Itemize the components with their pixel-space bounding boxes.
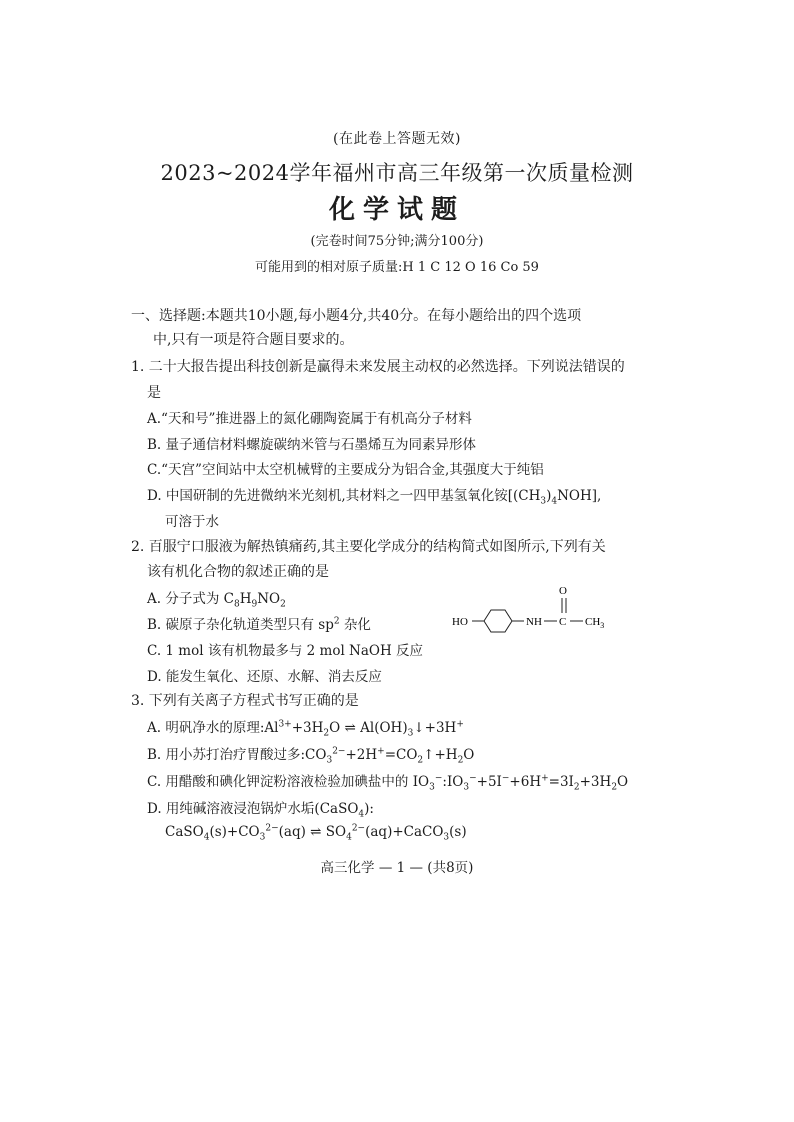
exam-title: 2023~2024学年福州市高三年级第一次质量检测 <box>160 161 634 185</box>
sub: 2 <box>323 728 330 739</box>
sub: 4 <box>203 832 210 843</box>
structure-nh: NH <box>526 616 542 628</box>
sub: 2 <box>280 599 286 610</box>
sup: 3+ <box>278 719 292 730</box>
atomic-masses: 可能用到的相对原子质量:H 1 C 12 O 16 Co 59 <box>255 260 539 275</box>
structure-o: O <box>559 585 567 597</box>
sub: 3 <box>407 728 414 739</box>
structure-ch3 <box>585 616 604 630</box>
q2-a-text: A. 分子式为 C <box>147 591 234 607</box>
t: B. 用小苏打治疗胃酸过多:CO <box>147 747 327 763</box>
benzene-ring <box>484 610 512 632</box>
section-instructions <box>131 304 581 352</box>
t: SO <box>325 824 347 840</box>
q2-a-text: NO <box>257 591 281 607</box>
sub: 2 <box>611 782 618 793</box>
t: (s)+CO <box>209 824 260 840</box>
sup: − <box>469 773 477 784</box>
q2-option-c: C. 1 mol 该有机物最多与 2 mol NaOH 反应 <box>147 643 424 659</box>
ch: CH <box>585 616 601 628</box>
q2-option-b <box>147 613 371 633</box>
t: (aq) <box>278 824 306 840</box>
sub: 3 <box>600 621 605 630</box>
t: O <box>463 747 475 763</box>
sup: + <box>377 746 385 757</box>
sub: 2 <box>417 755 424 766</box>
t: =CO <box>384 747 418 763</box>
q1-option-d-line-2: 可溶于水 <box>165 514 219 530</box>
exam-info: (完卷时间75分钟;满分100分) <box>310 234 484 249</box>
sup: 2− <box>332 746 346 757</box>
t: D. 用纯碱溶液浸泡锅炉水垢(CaSO <box>147 801 359 817</box>
q3-stem: 3. 下列有关离子方程式书写正确的是 <box>131 693 359 709</box>
sup: 2− <box>351 823 366 834</box>
sub: 3 <box>326 755 333 766</box>
q1-d-text: ) <box>546 488 552 504</box>
structure-c: C <box>559 616 567 628</box>
t: +6H <box>509 774 542 790</box>
q1-option-b: B. 量子通信材料螺旋碳纳米管与石墨烯互为同素异形体 <box>147 437 477 453</box>
sub: 3 <box>463 782 470 793</box>
equilibrium-arrow: ⇌ <box>344 720 356 736</box>
sub: 4 <box>346 832 352 843</box>
sub: 8 <box>233 599 240 610</box>
t: O <box>329 720 341 736</box>
sup: + <box>541 773 549 784</box>
t: =3I <box>548 774 574 790</box>
sub: 2 <box>457 755 464 766</box>
q3-option-d-equation <box>165 823 467 843</box>
q2-b-text: B. 碳原子杂化轨道类型只有 sp <box>147 617 334 633</box>
t: (s) <box>449 824 467 840</box>
sub: 4 <box>358 809 365 820</box>
q2-stem-line-2: 该有机化合物的叙述正确的是 <box>147 564 329 580</box>
q2-stem-line-1: 2. 百服宁口服液为解热镇痛药,其主要化学成分的结构简式如图所示,下列有关 <box>131 539 606 555</box>
t: A. 明矾净水的原理:Al <box>147 720 279 736</box>
t: ): <box>364 801 374 817</box>
q1-stem-line-2: 是 <box>147 385 161 401</box>
t: CaSO <box>165 824 204 840</box>
sub: 3 <box>443 832 450 843</box>
invalid-answer-notice: (在此卷上答题无效) <box>333 131 461 147</box>
sup: − <box>434 773 443 784</box>
q3-option-a <box>147 716 464 739</box>
section-line-2: 中,只有一项是符合题目要求的。 <box>153 332 354 348</box>
sub: 4 <box>551 496 558 507</box>
q1-option-c: C.“天宫”空间站中太空机械臂的主要成分为铝合金,其强度大于纯铝 <box>147 462 544 478</box>
t: ↑+H <box>423 747 458 763</box>
sup: 2− <box>265 823 279 834</box>
sup: − <box>501 773 510 784</box>
t: (aq)+CaCO <box>365 824 444 840</box>
q3-option-c <box>147 770 629 793</box>
t: ↓+3H <box>413 720 457 736</box>
equilibrium-arrow: ⇌ <box>310 824 322 840</box>
t: +3H <box>579 774 612 790</box>
page-footer: 高三化学 — 1 — (共8页) <box>320 860 474 876</box>
paracetamol-structure <box>452 584 622 640</box>
sub: 3 <box>540 496 547 507</box>
q1-option-d <box>147 484 602 507</box>
q3-option-d <box>147 797 374 820</box>
q2-b-text: 杂化 <box>339 617 371 633</box>
t: Al(OH) <box>360 720 408 736</box>
sub: 3 <box>429 782 435 793</box>
sub: 2 <box>573 782 580 793</box>
sup: + <box>456 719 464 730</box>
sup: 2 <box>333 616 340 627</box>
q2-option-d: D. 能发生氧化、还原、水解、消去反应 <box>147 669 382 685</box>
t: +5I <box>476 774 502 790</box>
t: O <box>617 774 629 790</box>
t: +2H <box>345 747 378 763</box>
t: +3H <box>291 720 324 736</box>
q3-option-b <box>147 743 475 766</box>
structure-ho: HO <box>452 616 468 628</box>
sub: 9 <box>251 599 258 610</box>
q1-d-text: D. 中国研制的先进微纳米光刻机,其材料之一四甲基氢氧化铵[(CH <box>147 488 541 504</box>
q1-d-text: NOH], <box>557 488 602 504</box>
subject-title: 化学试题 <box>328 195 465 225</box>
q2-option-a <box>147 587 286 610</box>
t: C. 用醋酸和碘化钾淀粉溶液检验加碘盐中的 IO <box>147 774 430 790</box>
q1-stem-line-1: 1. 二十大报告提出科技创新是赢得未来发展主动权的必然选择。下列说法错误的 <box>131 359 625 375</box>
t: :IO <box>442 774 464 790</box>
sub: 3 <box>259 832 266 843</box>
q2-a-text: H <box>239 591 252 607</box>
section-line-1: 一、选择题:本题共10小题,每小题4分,共40分。在每小题给出的四个选项 <box>131 308 582 324</box>
q1-option-a: A.“天和号”推进器上的氮化硼陶瓷属于有机高分子材料 <box>147 411 472 427</box>
